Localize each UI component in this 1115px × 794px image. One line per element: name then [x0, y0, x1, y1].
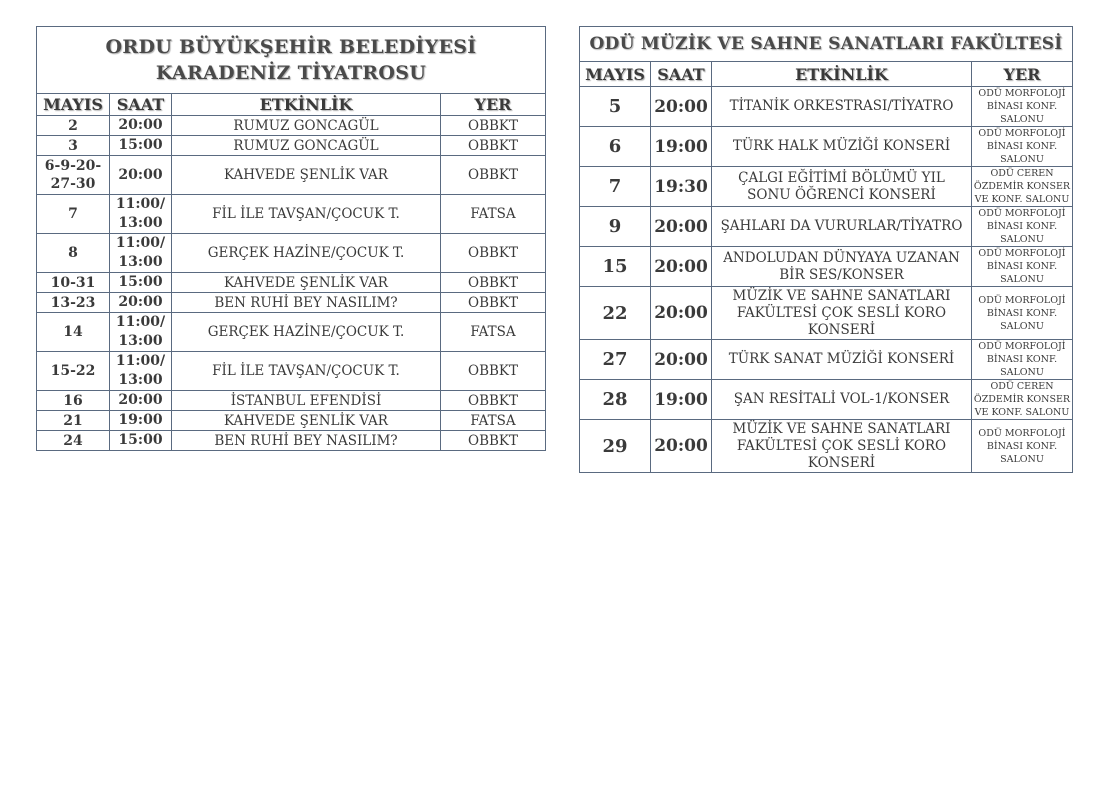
row-event: FİL İLE TAVŞAN/ÇOCUK T. [172, 195, 441, 234]
row-time: 19:00 [110, 411, 172, 431]
table-row [37, 116, 546, 136]
row-venue: FATSA [441, 411, 546, 431]
row-venue: FATSA [441, 195, 546, 234]
left-title-line1: ORDU BÜYÜKŞEHİR BELEDİYESİ [105, 36, 477, 58]
row-time: 20:00 [651, 87, 712, 127]
row-venue: FATSA [441, 313, 546, 352]
left-table-title [37, 27, 546, 94]
row-event: GERÇEK HAZİNE/ÇOCUK T. [172, 234, 441, 273]
table-row [580, 420, 1073, 473]
row-time: 20:00 [110, 156, 172, 195]
table-row [37, 136, 546, 156]
row-event: ŞAN RESİTALİ VOL-1/KONSER [712, 380, 972, 420]
header-time: SAAT [110, 94, 172, 116]
header-day: MAYIS [37, 94, 110, 116]
row-venue: OBBKT [441, 391, 546, 411]
left-title-line2: KARADENİZ TİYATROSU [155, 62, 427, 84]
row-venue: OBBKT [441, 116, 546, 136]
row-event: MÜZİK VE SAHNE SANATLARI FAKÜLTESİ ÇOK SESLİ KORO KONSERİ [712, 420, 972, 473]
row-time: 15:00 [110, 136, 172, 156]
row-event: BEN RUHİ BEY NASILIM? [172, 293, 441, 313]
row-venue: ODÜ MORFOLOJİ BİNASI KONF. SALONU [972, 127, 1073, 167]
row-venue: OBBKT [441, 156, 546, 195]
row-time: 15:00 [110, 431, 172, 451]
row-time: 11:00/ 13:00 [110, 352, 172, 391]
table-row [580, 127, 1073, 167]
row-time: 20:00 [651, 287, 712, 340]
row-event: KAHVEDE ŞENLİK VAR [172, 156, 441, 195]
row-event: TÜRK HALK MÜZİĞİ KONSERİ [712, 127, 972, 167]
row-day: 5 [580, 87, 651, 127]
table-row [580, 247, 1073, 287]
table-row [37, 195, 546, 234]
right-table-body [580, 87, 1073, 473]
row-event: ANDOLUDAN DÜNYAYA UZANAN BİR SES/KONSER [712, 247, 972, 287]
row-time: 20:00 [651, 420, 712, 473]
row-venue: OBBKT [441, 352, 546, 391]
row-venue: OBBKT [441, 293, 546, 313]
row-venue: ODÜ MORFOLOJİ BİNASI KONF. SALONU [972, 87, 1073, 127]
row-venue: OBBKT [441, 136, 546, 156]
row-event: MÜZİK VE SAHNE SANATLARI FAKÜLTESİ ÇOK SESLİ KORO KONSERİ [712, 287, 972, 340]
row-time: 19:30 [651, 167, 712, 207]
row-event: RUMUZ GONCAGÜL [172, 136, 441, 156]
row-day: 24 [37, 431, 110, 451]
table-row [37, 431, 546, 451]
table-row [37, 273, 546, 293]
odu-muzik-fakultesi-table [579, 26, 1073, 473]
table-row [37, 234, 546, 273]
header-venue: YER [441, 94, 546, 116]
row-event: ÇALGI EĞİTİMİ BÖLÜMÜ YIL SONU ÖĞRENCİ KONSERİ [712, 167, 972, 207]
row-venue: OBBKT [441, 273, 546, 293]
row-event: RUMUZ GONCAGÜL [172, 116, 441, 136]
row-time: 19:00 [651, 127, 712, 167]
header-event: ETKİNLİK [172, 94, 441, 116]
row-venue: ODÜ MORFOLOJİ BİNASI KONF. SALONU [972, 207, 1073, 247]
row-day: 22 [580, 287, 651, 340]
row-venue: OBBKT [441, 431, 546, 451]
row-time: 15:00 [110, 273, 172, 293]
row-day: 14 [37, 313, 110, 352]
table-row [37, 156, 546, 195]
row-day: 21 [37, 411, 110, 431]
table-row [580, 87, 1073, 127]
row-venue: ODÜ MORFOLOJİ BİNASI KONF. SALONU [972, 287, 1073, 340]
row-time: 20:00 [110, 391, 172, 411]
table-row [580, 380, 1073, 420]
row-time: 11:00/ 13:00 [110, 313, 172, 352]
row-event: TİTANİK ORKESTRASI/TİYATRO [712, 87, 972, 127]
row-time: 19:00 [651, 380, 712, 420]
header-venue: YER [972, 62, 1073, 87]
left-table-body [37, 116, 546, 451]
row-day: 15-22 [37, 352, 110, 391]
row-time: 11:00/ 13:00 [110, 234, 172, 273]
right-header-row [580, 62, 1073, 87]
row-event: ŞAHLARI DA VURURLAR/TİYATRO [712, 207, 972, 247]
table-row [580, 287, 1073, 340]
row-venue: ODÜ CEREN ÖZDEMİR KONSER VE KONF. SALONU [972, 380, 1073, 420]
left-header-row [37, 94, 546, 116]
table-row [580, 207, 1073, 247]
row-time: 20:00 [651, 247, 712, 287]
row-day: 7 [580, 167, 651, 207]
header-time: SAAT [651, 62, 712, 87]
row-time: 11:00/ 13:00 [110, 195, 172, 234]
row-time: 20:00 [110, 293, 172, 313]
row-time: 20:00 [651, 340, 712, 380]
row-day: 6 [580, 127, 651, 167]
karadeniz-tiyatrosu-table [36, 26, 546, 451]
row-day: 13-23 [37, 293, 110, 313]
row-day: 9 [580, 207, 651, 247]
row-event: İSTANBUL EFENDİSİ [172, 391, 441, 411]
row-day: 15 [580, 247, 651, 287]
row-event: TÜRK SANAT MÜZİĞİ KONSERİ [712, 340, 972, 380]
table-row [37, 352, 546, 391]
header-event: ETKİNLİK [712, 62, 972, 87]
row-day: 7 [37, 195, 110, 234]
row-day: 29 [580, 420, 651, 473]
table-row [37, 391, 546, 411]
row-event: GERÇEK HAZİNE/ÇOCUK T. [172, 313, 441, 352]
table-row [37, 313, 546, 352]
table-row [37, 293, 546, 313]
row-day: 8 [37, 234, 110, 273]
table-row [580, 167, 1073, 207]
row-day: 27 [580, 340, 651, 380]
row-event: FİL İLE TAVŞAN/ÇOCUK T. [172, 352, 441, 391]
row-event: KAHVEDE ŞENLİK VAR [172, 411, 441, 431]
table-row [37, 411, 546, 431]
row-venue: ODÜ MORFOLOJİ BİNASI KONF. SALONU [972, 340, 1073, 380]
row-venue: OBBKT [441, 234, 546, 273]
row-day: 10-31 [37, 273, 110, 293]
table-row [580, 340, 1073, 380]
row-day: 3 [37, 136, 110, 156]
row-day: 16 [37, 391, 110, 411]
row-venue: ODÜ CEREN ÖZDEMİR KONSER VE KONF. SALONU [972, 167, 1073, 207]
row-day: 6-9-20-27-30 [37, 156, 110, 195]
right-table-title: ODÜ MÜZİK VE SAHNE SANATLARI FAKÜLTESİ [580, 27, 1073, 62]
row-day: 2 [37, 116, 110, 136]
header-day: MAYIS [580, 62, 651, 87]
row-venue: ODÜ MORFOLOJİ BİNASI KONF. SALONU [972, 247, 1073, 287]
row-day: 28 [580, 380, 651, 420]
row-time: 20:00 [110, 116, 172, 136]
row-time: 20:00 [651, 207, 712, 247]
row-event: BEN RUHİ BEY NASILIM? [172, 431, 441, 451]
row-venue: ODÜ MORFOLOJİ BİNASI KONF. SALONU [972, 420, 1073, 473]
row-event: KAHVEDE ŞENLİK VAR [172, 273, 441, 293]
